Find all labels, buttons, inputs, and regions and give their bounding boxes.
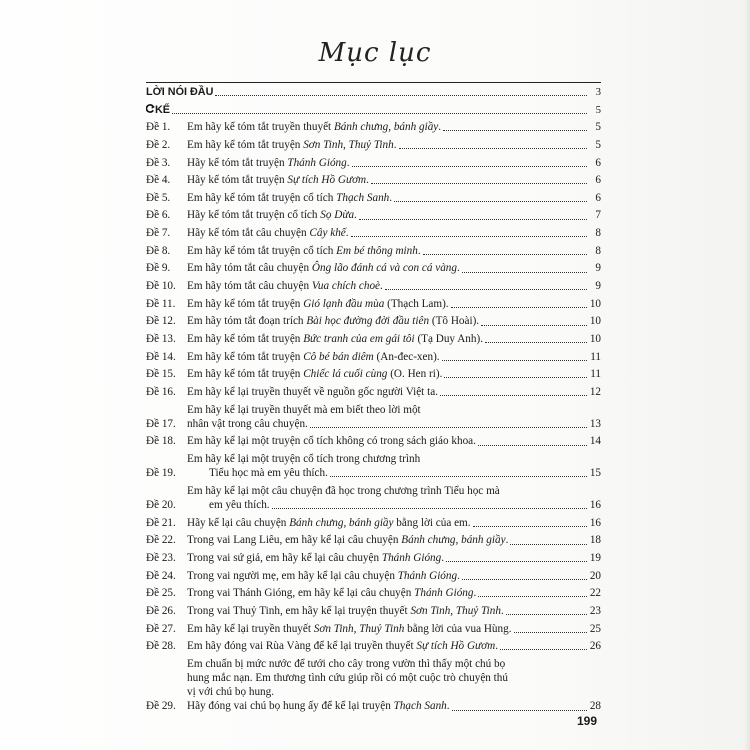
entry-number: Đề 8.: [146, 244, 171, 257]
leader-dots: [452, 709, 587, 711]
leader-dots: [500, 648, 587, 650]
entry-text-after: .: [438, 121, 442, 134]
entry-text-after: .: [393, 138, 397, 151]
title-rule: [146, 82, 601, 83]
leader-dots: [352, 165, 587, 167]
entry-page: 10: [589, 297, 601, 310]
entry-number: Đề 14.: [146, 350, 176, 363]
toc-entry[interactable]: [146, 516, 601, 530]
toc-entry[interactable]: [146, 434, 601, 448]
entry-text-after: (O. Hen ri).: [387, 368, 443, 381]
leader-dots: [462, 578, 587, 580]
entry-text-after: (Tô Hoài).: [429, 315, 480, 328]
entry-text: Em hãy kể tóm tắt truyện cổ tích: [187, 191, 337, 204]
entry-page: 22: [589, 587, 601, 600]
entry-page: 16: [589, 499, 601, 512]
entry-text-after: .: [495, 640, 498, 653]
entry-number: Đề 29.: [146, 700, 176, 713]
toc-entry[interactable]: [146, 622, 601, 636]
entry-title-italic: Bài học đường đời đầu tiên: [306, 315, 430, 328]
preface-label: LỜI NÓI ĐẦU: [146, 86, 214, 98]
entry-line: Tiểu học mà em yêu thích.: [209, 467, 328, 480]
entry-page: 12: [589, 385, 601, 398]
entry-text: Em hãy kể tóm tắt truyện: [187, 332, 304, 345]
leader-dots: [399, 147, 587, 149]
entry-text-after: .: [505, 534, 509, 547]
toc-section-ke[interactable]: [146, 103, 601, 117]
toc-entry[interactable]: [146, 173, 601, 187]
leader-dots: [272, 507, 587, 509]
toc-entries-group-3: [146, 434, 601, 448]
entry-number: Đề 3.: [146, 156, 171, 169]
entry-text: Em hãy kể tóm tắt truyện: [187, 297, 304, 310]
toc-entry[interactable]: [146, 484, 601, 512]
entry-number: Đề 16.: [146, 385, 176, 398]
toc-entry[interactable]: [146, 604, 601, 618]
leader-dots: [330, 475, 587, 477]
toc-preface[interactable]: [146, 85, 601, 99]
entry-page: 14: [589, 435, 601, 448]
entry-text-after: .: [346, 156, 350, 169]
entry-number: Đề 28.: [146, 640, 176, 653]
entry-title-italic: Thạch Sanh: [393, 700, 447, 713]
entry-text-after: (Tạ Duy Anh).: [414, 332, 483, 345]
entry-number: Đề 15.: [146, 368, 176, 381]
toc-entry-29[interactable]: Đề 29. Em chuẩn bị mức nước để tưới cho cây trong vườn thì thấy một chú bọ hung mắc nạn. Em thương tình cứu giúp rồi có một cuộc trò chuyện thú vị với chú bọ hung. Hãy đóng vai chú bọ hung ấy để kể lại truyện Thạch Sanh. 28: [146, 657, 601, 713]
entry-line: vị với chú bọ hung.: [187, 686, 275, 699]
toc-entry[interactable]: [146, 533, 601, 547]
entry-text: Hãy kể tóm tắt truyện: [187, 156, 288, 169]
entry-line: Em chuẩn bị mức nước để tưới cho cây trong vườn thì thấy một chú bọ: [187, 657, 506, 670]
curved-arrow-icon: [146, 103, 155, 117]
entry-page: 8: [595, 244, 601, 257]
entry-text-after: .: [417, 244, 421, 257]
entry-title-italic: Sơn Tinh, Thuỷ Tinh: [303, 138, 394, 151]
leader-dots: [462, 271, 587, 273]
entry-line: em yêu thích.: [209, 499, 270, 512]
entry-page: 10: [589, 315, 601, 328]
entry-page: 5: [595, 121, 601, 134]
page-edge-shadow: [744, 0, 750, 750]
entry-title-italic: Sọ Dừa: [320, 209, 355, 222]
leader-dots: [310, 426, 587, 428]
leader-dots: [451, 306, 587, 308]
entry-text: Trong vai sứ giả, em hãy kể lại câu chuyện: [187, 551, 382, 564]
entry-page: 6: [595, 156, 601, 169]
entry-page: 6: [595, 191, 601, 204]
toc-entry[interactable]: [146, 385, 601, 399]
toc-entry[interactable]: [146, 297, 601, 311]
toc-entry[interactable]: [146, 569, 601, 583]
toc-entry[interactable]: [146, 138, 601, 152]
entry-page: 9: [595, 280, 601, 293]
entry-page: 23: [589, 604, 601, 617]
entry-number: Đề 9.: [146, 262, 171, 275]
entry-title-italic: Cây khế: [309, 227, 346, 240]
toc-entry[interactable]: [146, 452, 601, 480]
entry-page: 5: [595, 138, 601, 151]
entry-line: Em hãy kể lại một truyện cổ tích trong chương trình: [187, 453, 421, 466]
toc-entry[interactable]: [146, 586, 601, 600]
leader-dots: [371, 182, 587, 184]
entry-number: Đề 21.: [146, 516, 176, 529]
entry-page: 9: [595, 262, 601, 275]
entry-number: Đề 17.: [146, 417, 176, 430]
entry-number: Đề 23.: [146, 551, 176, 564]
toc-entry[interactable]: [146, 367, 601, 381]
entry-page: 13: [589, 417, 601, 430]
entry-text: Trong vai Thánh Gióng, em hãy kể lại câu chuyện: [187, 587, 415, 600]
entry-title-italic: Thạch Sanh: [336, 191, 390, 204]
entry-line: Em hãy kể lại một câu chuyện đã học trong chương trình Tiểu học mà: [187, 484, 500, 497]
entry-text-after: .: [380, 280, 383, 293]
entry-text-after: (Thạch Lam).: [384, 297, 449, 310]
entry-title-italic: Bánh chưng, bánh giầy: [289, 516, 394, 529]
toc-entry[interactable]: [146, 551, 601, 565]
entry-title-italic: Sơn Tinh, Thuỷ Tinh: [313, 622, 405, 635]
entry-text: Em hãy kể tóm tắt truyện: [187, 350, 304, 363]
entry-number: Đề 2.: [146, 138, 171, 151]
leader-dots: [446, 560, 587, 562]
leader-dots: [478, 595, 587, 597]
entry-text: Trong vai người mẹ, em hãy kể lại câu chuyện: [187, 569, 398, 582]
entry-number: Đề 26.: [146, 604, 176, 617]
entry-line: Em hãy kể lại truyền thuyết mà em biết theo lời một: [187, 403, 421, 416]
entry-number: Đề 11.: [146, 297, 176, 310]
toc-entry[interactable]: [146, 350, 601, 364]
toc-entry[interactable]: [146, 261, 601, 275]
entry-text-after: .: [389, 191, 393, 204]
entry-text-after: .: [354, 209, 357, 222]
entry-text: Trong vai Lang Liêu, em hãy kể lại câu chuyện: [187, 534, 402, 547]
table-of-contents: [146, 82, 601, 717]
leader-dots: [444, 376, 587, 378]
entry-number: Đề 4.: [146, 174, 171, 187]
entry-text: Trong vai Thuỷ Tinh, em hãy kể lại truyện thuyết: [187, 604, 411, 617]
entry-text: Em hãy đóng vai Rùa Vàng để kể lại truyền thuyết: [187, 640, 417, 653]
leader-dots: [485, 341, 587, 343]
entry-text-after: .: [500, 604, 504, 617]
entry-text-after: .: [345, 227, 349, 240]
entry-number: Đề 5.: [146, 191, 171, 204]
leader-dots: [423, 253, 587, 255]
entry-page: 7: [595, 209, 601, 222]
entry-text: Em hãy tóm tắt câu chuyện: [187, 280, 312, 293]
entry-text-after: .: [456, 262, 460, 275]
entry-title-italic: Gió lạnh đầu mùa: [303, 297, 385, 310]
entry-page: 16: [589, 516, 601, 529]
entry-title-italic: Sự tích Hồ Gươm: [416, 640, 496, 653]
entry-page: 18: [589, 534, 601, 547]
entry-title-italic: Thánh Gióng: [414, 587, 474, 600]
entry-number: Đề 27.: [146, 622, 176, 635]
entry-text: Hãy kể tóm tắt truyện: [187, 174, 288, 187]
leader-dots: [478, 444, 587, 446]
leader-dots: [394, 200, 587, 202]
entry-line: hung mắc nạn. Em thương tình cứu giúp rồi có một cuộc trò chuyện thú: [187, 672, 508, 685]
entry-title-italic: Bức tranh của em gái tôi: [303, 332, 415, 345]
section-page: 5: [595, 103, 601, 116]
leader-dots: [443, 129, 587, 131]
entry-page: 25: [589, 622, 601, 635]
toc-entry[interactable]: [146, 191, 601, 205]
entry-title-italic: Sơn Tinh, Thuỷ Tinh: [410, 604, 501, 617]
toc-entries-group-5: [146, 516, 601, 654]
entry-text-after: .: [366, 174, 369, 187]
entry-page: 26: [589, 640, 601, 653]
entry-number: Đề 6.: [146, 209, 171, 222]
toc-entry[interactable]: [146, 332, 601, 346]
entry-line: nhân vật trong câu chuyện.: [187, 417, 308, 430]
leader-dots: [215, 94, 587, 96]
entry-text-after: .: [441, 551, 445, 564]
entry-title-italic: Chiếc lá cuối cùng: [303, 368, 388, 381]
leader-dots: [442, 359, 587, 361]
toc-entries-group-1: [146, 120, 601, 399]
entry-text: Em hãy tóm tắt đoạn trích: [187, 315, 307, 328]
entry-number: Đề 25.: [146, 587, 176, 600]
entry-number: Đề 24.: [146, 569, 176, 582]
entry-page: 6: [595, 174, 601, 187]
entry-text: Hãy đóng vai chú bọ hung ấy để kể lại truyện: [187, 700, 394, 713]
leader-dots: [506, 613, 587, 615]
entry-text: Em hãy kể lại truyền thuyết: [187, 622, 314, 635]
entry-text: Hãy kể lại câu chuyện: [187, 516, 290, 529]
leader-dots: [385, 288, 587, 290]
leader-dots: [514, 631, 588, 633]
entry-title-italic: Bánh chưng, bánh giầy: [401, 534, 506, 547]
toc-entry[interactable]: [146, 639, 601, 653]
leader-dots: [510, 543, 587, 545]
entry-title-italic: Thánh Gióng: [397, 569, 458, 582]
entry-number: Đề 18.: [146, 435, 176, 448]
entry-text-after: bằng lời của vua Hùng.: [404, 622, 512, 635]
entry-text-after: (An-đec-xen).: [373, 350, 440, 363]
entry-page: 10: [589, 332, 601, 345]
entry-page: 11: [590, 368, 601, 381]
page-number: 199: [577, 714, 598, 728]
toc-entries-group-4: [146, 452, 601, 512]
entry-page: 8: [595, 227, 601, 240]
toc-entry[interactable]: [146, 314, 601, 328]
preface-page: 3: [595, 86, 601, 98]
leader-dots: [440, 394, 587, 396]
entry-title-italic: Vua chích choè: [311, 280, 381, 293]
entry-number: Đề 12.: [146, 315, 176, 328]
entry-title-italic: Bánh chưng, bánh giầy: [333, 121, 439, 134]
entry-number: Đề 10.: [146, 280, 176, 293]
entry-number: Đề 7.: [146, 227, 171, 240]
entry-text-after: bằng lời của em.: [393, 516, 471, 529]
entry-text: Em hãy kể tóm tắt truyện: [187, 368, 304, 381]
entry-text: Em hãy kể lại một truyện cổ tích không có trong sách giáo khoa.: [187, 435, 476, 448]
entry-title-italic: Em bé thông minh: [336, 244, 418, 257]
toc-entry[interactable]: [146, 208, 601, 222]
leader-dots: [172, 112, 587, 114]
leader-dots: [351, 235, 587, 237]
entry-title-italic: Thánh Gióng: [287, 156, 347, 169]
entry-page: 15: [589, 467, 601, 480]
entry-number: Đề 13.: [146, 332, 176, 345]
entry-number: Đề 22.: [146, 534, 176, 547]
entry-page: 20: [589, 569, 601, 582]
entry-title-italic: Ông lão đánh cá và con cá vàng: [311, 262, 457, 275]
entry-text: Em hãy kể tóm tắt truyện cổ tích: [187, 244, 337, 257]
entry-page: 11: [590, 350, 601, 363]
page-title: Mục lục: [318, 38, 432, 68]
leader-dots: [481, 324, 587, 326]
leader-dots: [473, 525, 587, 527]
entry-number: Đề 1.: [146, 121, 171, 134]
entry-page: 28: [589, 700, 601, 713]
toc-entry[interactable]: [146, 156, 601, 170]
entry-text: Em hãy kể tóm tắt truyền thuyết: [187, 121, 334, 134]
entry-page: 19: [589, 551, 601, 564]
entry-text: Hãy kể tóm tắt truyện cổ tích: [187, 209, 321, 222]
toc-entry[interactable]: [146, 244, 601, 258]
entry-text: Em hãy kể lại truyền thuyết về nguồn gốc người Việt ta.: [187, 385, 438, 398]
leader-dots: [359, 218, 587, 220]
entry-number: Đề 19.: [146, 467, 176, 480]
entry-text-after: .: [473, 587, 477, 600]
section-label: KỂ: [155, 103, 170, 116]
toc-entries-group-2: [146, 403, 601, 431]
entry-text: Hãy kể tóm tắt câu chuyện: [187, 227, 310, 240]
entry-text-after: .: [457, 569, 460, 582]
entry-title-italic: Sự tích Hồ Gươm: [287, 174, 367, 187]
entry-text: Em hãy kể tóm tắt truyện: [187, 138, 304, 151]
toc-entry[interactable]: [146, 403, 601, 431]
toc-entry[interactable]: [146, 279, 601, 293]
entry-number: Đề 20.: [146, 499, 176, 512]
toc-entry[interactable]: [146, 120, 601, 134]
entry-text: Em hãy tóm tắt câu chuyện: [187, 262, 312, 275]
entry-title-italic: Thánh Gióng: [381, 551, 442, 564]
toc-entry[interactable]: [146, 226, 601, 240]
entry-title-italic: Cô bé bán diêm: [303, 350, 374, 363]
